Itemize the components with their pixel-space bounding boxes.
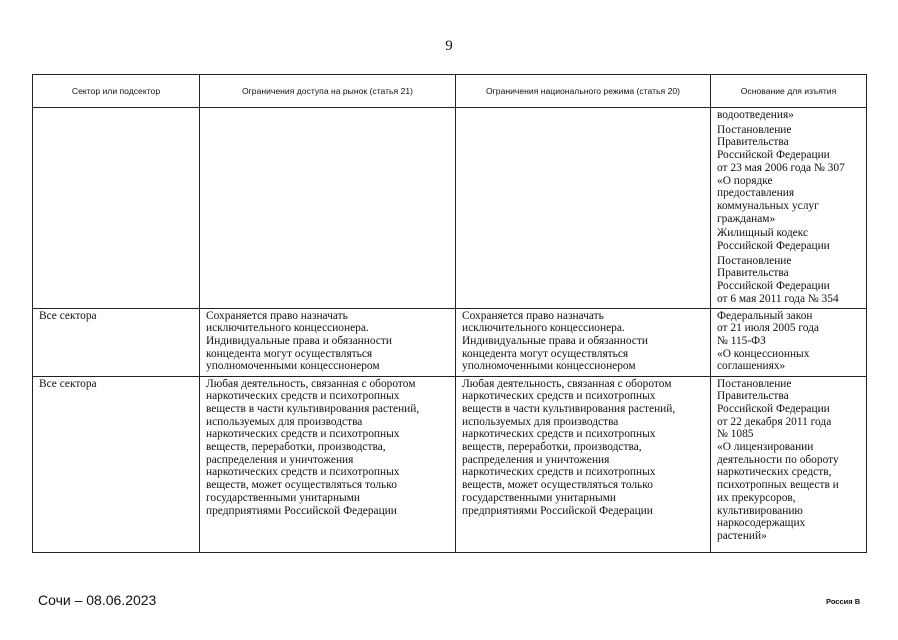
text-line: Правительства: [717, 267, 789, 280]
table-row: [33, 376, 867, 552]
legal-reference: [717, 310, 861, 374]
text-line: концедента могут осуществляться: [462, 347, 629, 360]
text-line: соглашениях»: [717, 360, 786, 373]
text-line: «О лицензировании: [717, 441, 814, 454]
text-line: концедента могут осуществляться: [206, 347, 373, 360]
cell-market-access: [200, 308, 456, 376]
header-sector: Сектор или подсектор: [33, 75, 200, 108]
sector-text: Все сектора: [39, 309, 97, 322]
text-line: Федеральный закон: [717, 309, 813, 322]
text-line: распределения и уничтожения: [462, 453, 610, 466]
text-line: Российской Федерации: [717, 149, 830, 162]
text-line: наркотических средств и психотропных: [462, 390, 656, 403]
text-line: веществ, может осуществляться только: [206, 479, 397, 492]
header-basis: Основание для изъятия: [711, 75, 867, 108]
text-line: культивированию: [717, 504, 803, 517]
text-line: наркотических средств и психотропных: [206, 390, 400, 403]
cell-basis: [711, 308, 867, 376]
cell-basis: [711, 108, 867, 309]
legal-reference: [717, 109, 861, 122]
text-line: Сохраняется право назначать: [206, 309, 348, 322]
cell-market-access: [200, 376, 456, 552]
text-line: веществ, может осуществляться только: [462, 479, 653, 492]
reservations-table: [32, 74, 867, 553]
text-line: наркотических средств и психотропных: [206, 466, 400, 479]
cell-sector: [33, 108, 200, 309]
text-line: используемых для производства: [206, 415, 363, 428]
text-line: веществ в части культивирования растений,: [206, 402, 420, 415]
text-line: от 6 мая 2011 года № 354: [717, 292, 839, 305]
text-line: водоотведения»: [717, 109, 794, 121]
text-line: Жилищный кодекс: [717, 227, 809, 240]
legal-reference: [717, 378, 861, 543]
text-line: «О концессионных: [717, 347, 810, 360]
text-line: от 23 мая 2006 года № 307: [717, 161, 845, 174]
header-market-access: Ограничения доступа на рынок (статья 21): [200, 75, 456, 108]
table-row: [33, 108, 867, 309]
table-body: [33, 108, 867, 553]
header-national-treatment: Ограничения национального режима (статья 20): [456, 75, 711, 108]
text-line: Постановление: [717, 377, 792, 390]
text-line: веществ в части культивирования растений,: [462, 402, 676, 415]
cell-sector: [33, 308, 200, 376]
table-header-row: [33, 75, 867, 108]
text-line: уполномоченными концессионером: [462, 360, 636, 373]
text-line: № 115-ФЗ: [717, 334, 766, 347]
text-line: веществ, переработки, производства,: [206, 441, 386, 454]
legal-reference: [717, 124, 861, 226]
text-line: государственными унитарными: [462, 491, 617, 504]
text-line: предприятиями Российской Федерации: [462, 504, 653, 517]
text-line: психотропных веществ и: [717, 479, 839, 492]
text-line: Любая деятельность, связанная с оборотом: [206, 377, 416, 390]
text-line: наркотических средств,: [717, 466, 832, 479]
cell-sector: [33, 376, 200, 552]
text-line: наркотических средств и психотропных: [462, 428, 656, 441]
text-line: наркотических средств и психотропных: [206, 428, 400, 441]
page-number: 9: [445, 38, 453, 54]
text-line: предоставления: [717, 187, 795, 200]
text-line: Индивидуальные права и обязанности: [462, 334, 648, 347]
text-line: Индивидуальные права и обязанности: [206, 334, 392, 347]
text-line: Постановление: [717, 254, 792, 267]
text-line: государственными унитарными: [206, 491, 361, 504]
text-line: наркотических средств и психотропных: [462, 466, 656, 479]
cell-national-treatment: [456, 108, 711, 309]
table-row: [33, 308, 867, 376]
text-line: используемых для производства: [462, 415, 619, 428]
text-line: распределения и уничтожения: [206, 453, 354, 466]
legal-reference: [717, 227, 861, 252]
text-line: предприятиями Российской Федерации: [206, 504, 397, 517]
text-line: Любая деятельность, связанная с оборотом: [462, 377, 672, 390]
text-line: исключительного концессионера.: [462, 322, 625, 335]
text-line: Сохраняется право назначать: [462, 309, 604, 322]
text-line: веществ, переработки, производства,: [462, 441, 642, 454]
text-line: коммунальных услуг: [717, 199, 819, 212]
text-line: деятельности по обороту: [717, 453, 839, 466]
cell-national-treatment: [456, 308, 711, 376]
footer-place-date: Сочи – 08.06.2023: [38, 592, 157, 608]
text-line: № 1085: [717, 428, 754, 441]
text-line: Правительства: [717, 136, 789, 149]
text-line: Российской Федерации: [717, 402, 830, 415]
text-line: гражданам»: [717, 212, 776, 225]
text-line: «О порядке: [717, 174, 773, 187]
text-line: Российской Федерации: [717, 280, 830, 293]
text-line: от 21 июля 2005 года: [717, 322, 819, 335]
text-line: исключительного концессионера.: [206, 322, 369, 335]
text-line: их прекурсоров,: [717, 491, 796, 504]
footer-country: Россия В: [826, 597, 861, 606]
text-line: Российской Федерации: [717, 240, 830, 253]
text-line: Правительства: [717, 390, 789, 403]
text-line: Постановление: [717, 123, 792, 136]
sector-text: Все сектора: [39, 377, 97, 390]
text-line: уполномоченными концессионером: [206, 360, 380, 373]
cell-basis: [711, 376, 867, 552]
text-line: от 22 декабря 2011 года: [717, 415, 832, 428]
text-line: наркосодержащих: [717, 517, 806, 530]
cell-national-treatment: [456, 376, 711, 552]
cell-market-access: [200, 108, 456, 309]
legal-reference: [717, 255, 861, 306]
text-line: растений»: [717, 529, 767, 542]
